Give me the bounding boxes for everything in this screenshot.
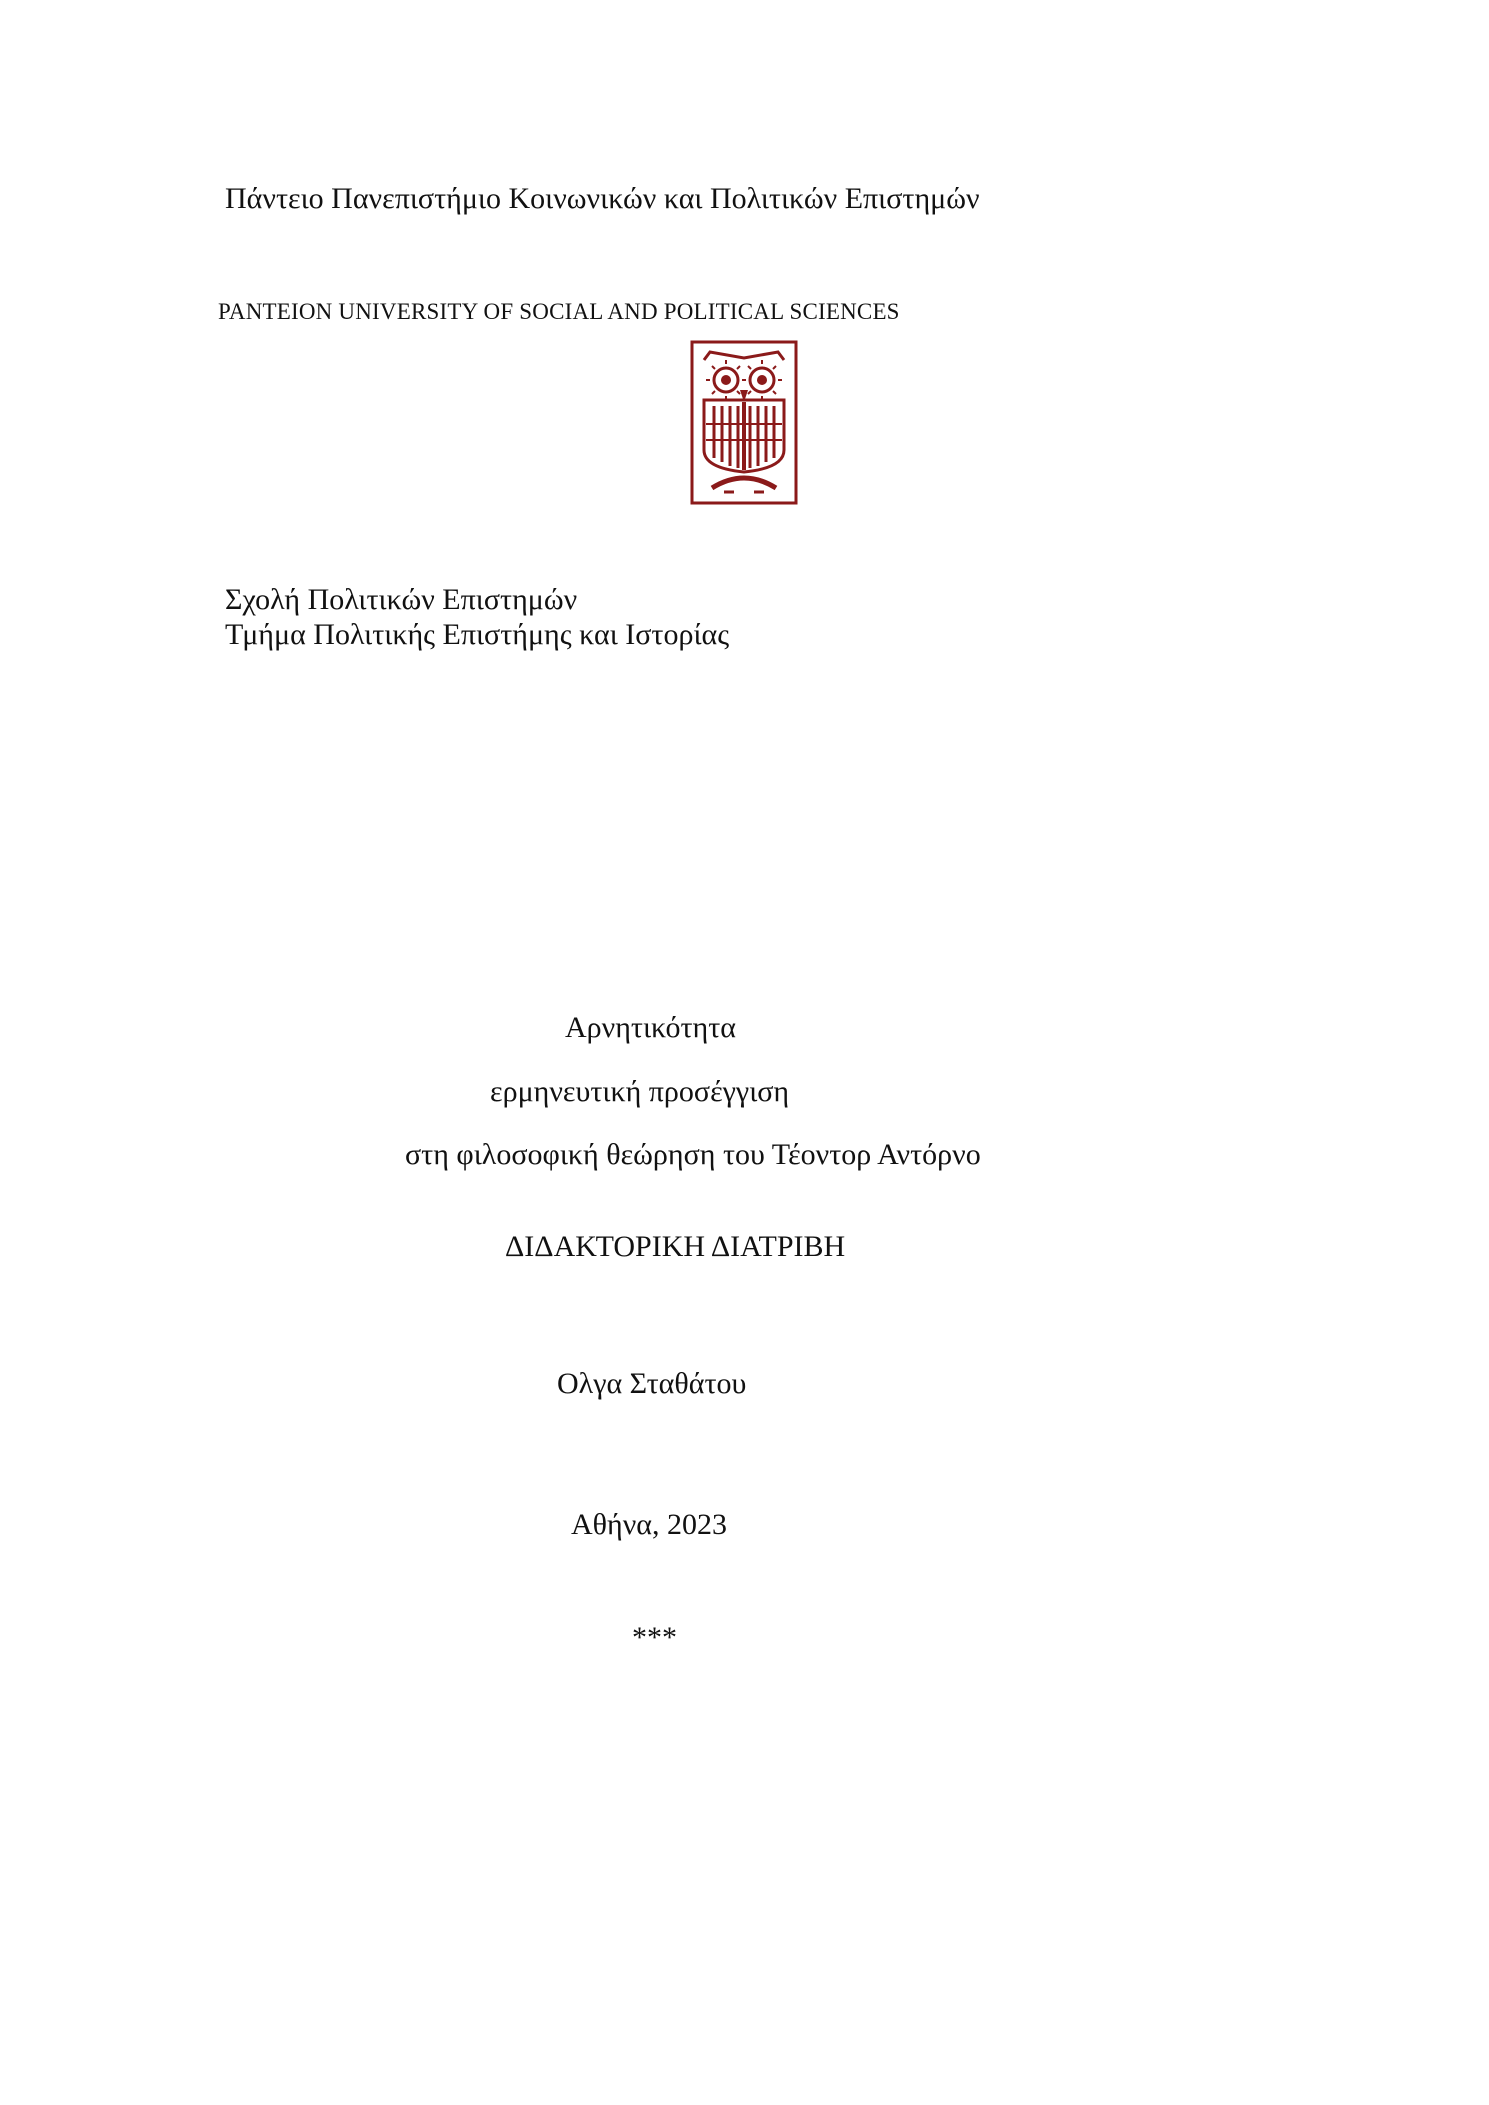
author-name: Ολγα Σταθάτου (557, 1367, 747, 1400)
department-name: Τμήμα Πολιτικής Επιστήμης και Ιστορίας (225, 618, 730, 651)
thesis-title-line-2: ερμηνευτική προσέγγιση (490, 1075, 790, 1108)
place-and-date: Αθήνα, 2023 (571, 1508, 728, 1541)
document-type: ΔΙΔΑΚΤΟΡΙΚΗ ΔΙΑΤΡΙΒΗ (505, 1230, 846, 1263)
thesis-title-line-3: στη φιλοσοφική θεώρηση του Τέοντορ Αντόρνο (405, 1138, 981, 1171)
university-owl-emblem-icon (690, 340, 798, 505)
university-name-greek: Πάντειο Πανεπιστήμιο Κοινωνικών και Πολιτικών Επιστημών (225, 182, 980, 215)
thesis-title-line-1: Αρνητικότητα (565, 1011, 736, 1044)
university-name-english: PANTEION UNIVERSITY OF SOCIAL AND POLITICAL SCIENCES (218, 299, 900, 324)
school-name: Σχολή Πολιτικών Επιστημών (225, 583, 578, 616)
section-separator: *** (632, 1621, 677, 1654)
